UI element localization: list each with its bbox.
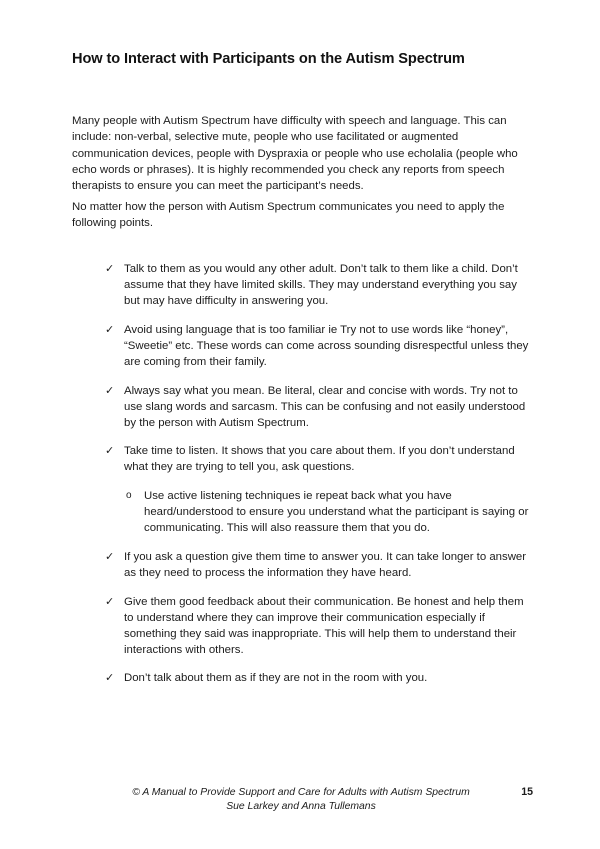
list-item-text: If you ask a question give them time to answer you. It can take longer to answer as they need to process the information they have heard. <box>124 550 527 579</box>
list-item-text: Talk to them as you would any other adult. Don’t talk to them like a child. Don’t assume that they have limited skills. They may understand everything you say but may have difficulty in answering you. <box>124 263 518 308</box>
checkmark-icon: ✓ <box>105 550 115 563</box>
list-item <box>105 443 535 475</box>
checkmark-icon: ✓ <box>105 384 115 397</box>
checkmark-icon: ✓ <box>105 672 115 685</box>
footer-copyright-line: © A Manual to Provide Support and Care for Adults with Autism Spectrum <box>132 787 470 798</box>
bullet-entry <box>105 383 535 431</box>
intro-paragraph-2: No matter how the person with Autism Spectrum communicates you need to apply the following points. <box>72 201 505 230</box>
sub-bullet-list <box>126 488 535 536</box>
list-item-text: Give them good feedback about their communication. Be honest and help them to understand where they can improve their communication especially if something they said was inappropriate. This will help them to understand their interactions with others. <box>124 595 524 656</box>
checkmark-icon: ✓ <box>105 445 115 458</box>
bullet-entry <box>105 670 535 686</box>
sub-list-item <box>126 488 535 536</box>
list-item <box>105 549 535 581</box>
bullet-entry <box>105 261 535 309</box>
footer-authors-line: Sue Larkey and Anna Tullemans <box>226 800 376 812</box>
list-item-text: Don’t talk about them as if they are not in the room with you. <box>124 672 428 685</box>
checkmark-icon: ✓ <box>105 595 115 608</box>
page-number: 15 <box>521 786 533 798</box>
list-item <box>105 261 535 309</box>
bullet-entry <box>105 549 535 581</box>
list-item <box>105 322 535 370</box>
footer-text-block <box>72 786 533 813</box>
checkmark-icon: ✓ <box>105 263 115 275</box>
list-item-text: Always say what you mean. Be literal, clear and concise with words. Try not to use slang words and sarcasm. This can be confusing and not easily understood by the person with Autism Spectrum. <box>124 384 526 429</box>
bullet-entry <box>105 322 535 370</box>
list-item <box>105 383 535 431</box>
bullet-entry <box>105 594 535 658</box>
page-footer <box>72 786 533 813</box>
checkmark-icon: ✓ <box>105 323 115 336</box>
bullet-entry <box>105 443 535 536</box>
list-item <box>105 594 535 658</box>
circle-bullet-icon: o <box>126 490 132 502</box>
intro-paragraph-1: Many people with Autism Spectrum have difficulty with speech and language. This can include: non-verbal, selective mute, people who use facilitated or augmented communication devices, people with Dyspraxia or people who use echolalia (people who echo words or phrases). It is highly recommended you check any reports from speech therapists to ensure you can meet the participant’s needs. <box>72 115 518 192</box>
guidance-bullet-list <box>105 261 535 699</box>
sub-list-item-text: Use active listening techniques ie repeat back what you have heard/understood to ensure you understand what the participant is saying or communicating. This will also reassure them that you do. <box>144 490 529 535</box>
list-item <box>105 670 535 686</box>
list-item-text: Avoid using language that is too familiar ie Try not to use words like “honey”, “Sweetie” etc. These words can come across sounding disrespectful unless they are coming from their family. <box>124 323 529 368</box>
list-item-text: Take time to listen. It shows that you care about them. If you don’t understand what they are trying to tell you, ask questions. <box>124 445 515 474</box>
page-title: How to Interact with Participants on the Autism Spectrum <box>72 50 465 67</box>
